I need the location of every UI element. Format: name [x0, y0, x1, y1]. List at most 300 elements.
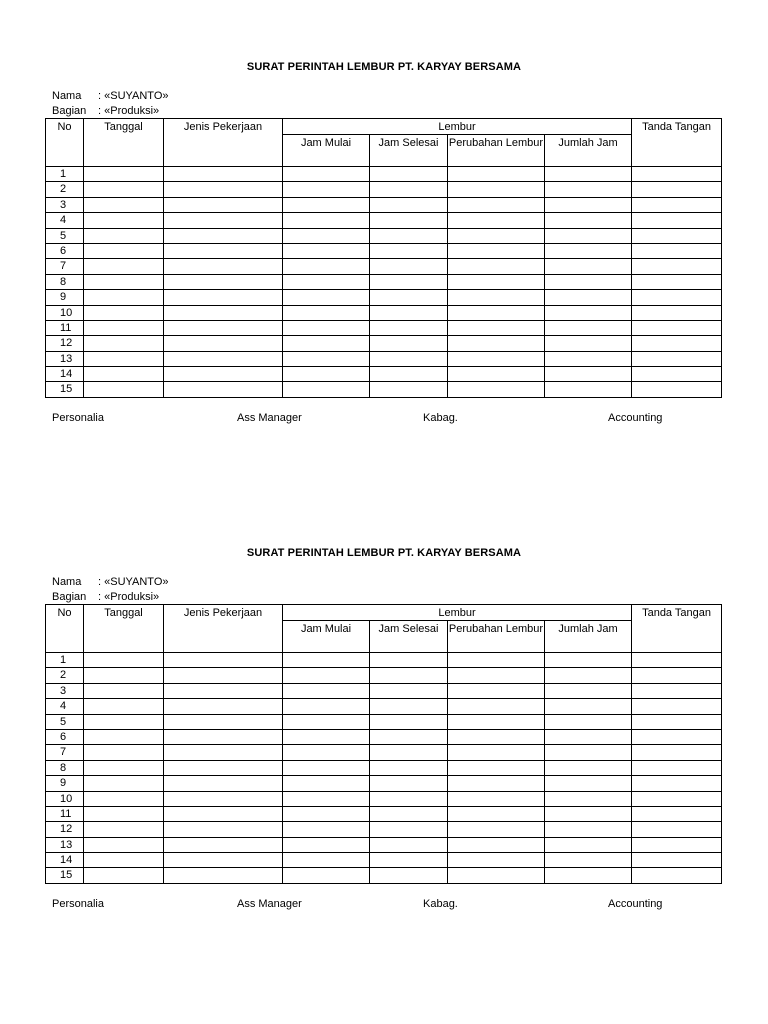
cell-perubahan-lembur — [448, 182, 545, 197]
cell-jumlah-jam — [545, 320, 632, 335]
header-tanggal: Tanggal — [84, 605, 164, 653]
cell-tanda-tangan — [632, 683, 722, 698]
cell-jam-selesai — [370, 668, 448, 683]
row-number: 14 — [46, 367, 84, 382]
cell-tanda-tangan — [632, 699, 722, 714]
cell-jenis-pekerjaan — [164, 367, 283, 382]
cell-tanda-tangan — [632, 837, 722, 852]
cell-jam-selesai — [370, 837, 448, 852]
bagian-label: Bagian — [52, 591, 87, 603]
cell-jenis-pekerjaan — [164, 776, 283, 791]
cell-jam-mulai — [283, 714, 370, 729]
cell-perubahan-lembur — [448, 791, 545, 806]
cell-jumlah-jam — [545, 653, 632, 668]
cell-jumlah-jam — [545, 197, 632, 212]
cell-tanda-tangan — [632, 760, 722, 775]
cell-jumlah-jam — [545, 367, 632, 382]
cell-jenis-pekerjaan — [164, 837, 283, 852]
table-row — [46, 290, 722, 305]
cell-jumlah-jam — [545, 714, 632, 729]
cell-jam-selesai — [370, 167, 448, 182]
cell-jam-mulai — [283, 853, 370, 868]
cell-perubahan-lembur — [448, 776, 545, 791]
nama-value: : «SUYANTO» — [98, 576, 169, 588]
table-row — [46, 228, 722, 243]
cell-jenis-pekerjaan — [164, 382, 283, 397]
cell-jumlah-jam — [545, 274, 632, 289]
cell-tanda-tangan — [632, 167, 722, 182]
cell-perubahan-lembur — [448, 699, 545, 714]
cell-jenis-pekerjaan — [164, 853, 283, 868]
table-row — [46, 320, 722, 335]
cell-jenis-pekerjaan — [164, 745, 283, 760]
cell-jenis-pekerjaan — [164, 668, 283, 683]
cell-tanda-tangan — [632, 729, 722, 744]
cell-jam-selesai — [370, 182, 448, 197]
signature-kabag: Kabag. — [423, 898, 458, 910]
cell-jam-mulai — [283, 791, 370, 806]
cell-jenis-pekerjaan — [164, 729, 283, 744]
cell-perubahan-lembur — [448, 305, 545, 320]
cell-jam-selesai — [370, 806, 448, 821]
table-row — [46, 837, 722, 852]
cell-tanggal — [84, 167, 164, 182]
cell-jumlah-jam — [545, 837, 632, 852]
row-number: 7 — [46, 259, 84, 274]
table-row — [46, 806, 722, 821]
cell-jenis-pekerjaan — [164, 274, 283, 289]
cell-jumlah-jam — [545, 745, 632, 760]
cell-tanda-tangan — [632, 182, 722, 197]
cell-jam-mulai — [283, 213, 370, 228]
header-tanda-tangan: Tanda Tangan — [632, 119, 722, 167]
header-perubahan-lembur: Perubahan Lembur — [448, 621, 545, 653]
cell-jam-mulai — [283, 760, 370, 775]
cell-perubahan-lembur — [448, 320, 545, 335]
row-number: 1 — [46, 653, 84, 668]
cell-perubahan-lembur — [448, 653, 545, 668]
table-row — [46, 745, 722, 760]
cell-tanda-tangan — [632, 197, 722, 212]
cell-jumlah-jam — [545, 822, 632, 837]
row-number: 13 — [46, 837, 84, 852]
cell-tanggal — [84, 213, 164, 228]
row-number: 3 — [46, 683, 84, 698]
cell-tanda-tangan — [632, 382, 722, 397]
cell-perubahan-lembur — [448, 853, 545, 868]
cell-perubahan-lembur — [448, 290, 545, 305]
cell-jam-mulai — [283, 305, 370, 320]
cell-jumlah-jam — [545, 213, 632, 228]
cell-tanggal — [84, 868, 164, 883]
table-row — [46, 683, 722, 698]
cell-jumlah-jam — [545, 382, 632, 397]
header-lembur: Lembur — [283, 119, 632, 135]
cell-jenis-pekerjaan — [164, 791, 283, 806]
cell-jam-selesai — [370, 305, 448, 320]
cell-jumlah-jam — [545, 683, 632, 698]
form-title: SURAT PERINTAH LEMBUR PT. KARYAY BERSAMA — [246, 547, 522, 559]
table-row — [46, 668, 722, 683]
cell-tanda-tangan — [632, 367, 722, 382]
cell-tanggal — [84, 653, 164, 668]
table-row — [46, 274, 722, 289]
cell-jenis-pekerjaan — [164, 259, 283, 274]
cell-tanggal — [84, 182, 164, 197]
cell-jam-selesai — [370, 745, 448, 760]
cell-jenis-pekerjaan — [164, 683, 283, 698]
row-number: 1 — [46, 167, 84, 182]
cell-jenis-pekerjaan — [164, 653, 283, 668]
cell-tanda-tangan — [632, 290, 722, 305]
cell-jumlah-jam — [545, 760, 632, 775]
cell-perubahan-lembur — [448, 274, 545, 289]
cell-jenis-pekerjaan — [164, 320, 283, 335]
cell-perubahan-lembur — [448, 382, 545, 397]
cell-jenis-pekerjaan — [164, 167, 283, 182]
cell-jam-mulai — [283, 259, 370, 274]
cell-tanggal — [84, 243, 164, 258]
bagian-line — [52, 590, 159, 604]
cell-jumlah-jam — [545, 336, 632, 351]
header-jenis-pekerjaan: Jenis Pekerjaan — [164, 119, 283, 167]
row-number: 2 — [46, 182, 84, 197]
row-number: 5 — [46, 228, 84, 243]
cell-tanda-tangan — [632, 714, 722, 729]
cell-jam-mulai — [283, 745, 370, 760]
cell-tanda-tangan — [632, 806, 722, 821]
cell-perubahan-lembur — [448, 167, 545, 182]
cell-jenis-pekerjaan — [164, 351, 283, 366]
cell-jam-selesai — [370, 683, 448, 698]
table-row — [46, 729, 722, 744]
cell-jumlah-jam — [545, 853, 632, 868]
cell-tanda-tangan — [632, 653, 722, 668]
table-row — [46, 382, 722, 397]
cell-jam-selesai — [370, 791, 448, 806]
cell-jam-mulai — [283, 683, 370, 698]
header-jam-selesai: Jam Selesai — [370, 135, 448, 167]
cell-tanggal — [84, 336, 164, 351]
row-number: 9 — [46, 776, 84, 791]
cell-perubahan-lembur — [448, 228, 545, 243]
cell-jam-selesai — [370, 228, 448, 243]
cell-jenis-pekerjaan — [164, 336, 283, 351]
cell-jumlah-jam — [545, 290, 632, 305]
cell-jenis-pekerjaan — [164, 305, 283, 320]
cell-perubahan-lembur — [448, 243, 545, 258]
cell-tanggal — [84, 822, 164, 837]
table-row — [46, 167, 722, 182]
cell-jumlah-jam — [545, 351, 632, 366]
header-jam-selesai: Jam Selesai — [370, 621, 448, 653]
cell-jumlah-jam — [545, 228, 632, 243]
table-row — [46, 367, 722, 382]
cell-tanda-tangan — [632, 228, 722, 243]
cell-perubahan-lembur — [448, 259, 545, 274]
row-number: 9 — [46, 290, 84, 305]
cell-tanggal — [84, 382, 164, 397]
row-number: 2 — [46, 668, 84, 683]
cell-tanda-tangan — [632, 745, 722, 760]
cell-tanda-tangan — [632, 320, 722, 335]
cell-tanda-tangan — [632, 213, 722, 228]
bagian-label: Bagian — [52, 105, 87, 117]
cell-perubahan-lembur — [448, 336, 545, 351]
cell-jumlah-jam — [545, 699, 632, 714]
nama-line — [52, 89, 169, 103]
cell-jumlah-jam — [545, 668, 632, 683]
table-row — [46, 182, 722, 197]
cell-perubahan-lembur — [448, 197, 545, 212]
cell-jam-selesai — [370, 197, 448, 212]
cell-jenis-pekerjaan — [164, 806, 283, 821]
cell-jam-selesai — [370, 760, 448, 775]
cell-jumlah-jam — [545, 259, 632, 274]
cell-jam-selesai — [370, 336, 448, 351]
cell-tanda-tangan — [632, 259, 722, 274]
cell-jam-selesai — [370, 290, 448, 305]
cell-jam-selesai — [370, 243, 448, 258]
cell-jam-selesai — [370, 868, 448, 883]
overtime-table — [45, 604, 722, 884]
cell-jumlah-jam — [545, 868, 632, 883]
cell-jam-mulai — [283, 837, 370, 852]
cell-tanda-tangan — [632, 351, 722, 366]
cell-tanggal — [84, 367, 164, 382]
form-title: SURAT PERINTAH LEMBUR PT. KARYAY BERSAMA — [246, 61, 522, 73]
table-body — [46, 167, 722, 398]
table-row — [46, 714, 722, 729]
row-number: 3 — [46, 197, 84, 212]
nama-label: Nama — [52, 90, 82, 102]
row-number: 6 — [46, 243, 84, 258]
table-row — [46, 791, 722, 806]
table-row — [46, 699, 722, 714]
cell-tanda-tangan — [632, 868, 722, 883]
cell-tanda-tangan — [632, 336, 722, 351]
signature-personalia: Personalia — [52, 412, 104, 424]
cell-tanggal — [84, 699, 164, 714]
cell-jenis-pekerjaan — [164, 243, 283, 258]
cell-jam-selesai — [370, 259, 448, 274]
row-number: 8 — [46, 274, 84, 289]
cell-jenis-pekerjaan — [164, 714, 283, 729]
cell-jumlah-jam — [545, 182, 632, 197]
cell-jam-selesai — [370, 653, 448, 668]
cell-jam-mulai — [283, 243, 370, 258]
cell-perubahan-lembur — [448, 868, 545, 883]
cell-tanggal — [84, 668, 164, 683]
cell-perubahan-lembur — [448, 367, 545, 382]
row-number: 15 — [46, 382, 84, 397]
header-lembur: Lembur — [283, 605, 632, 621]
cell-jam-mulai — [283, 228, 370, 243]
cell-jenis-pekerjaan — [164, 290, 283, 305]
cell-jam-mulai — [283, 699, 370, 714]
bagian-line — [52, 104, 159, 118]
bagian-value: : «Produksi» — [98, 591, 160, 603]
cell-jenis-pekerjaan — [164, 182, 283, 197]
cell-tanggal — [84, 683, 164, 698]
cell-jam-selesai — [370, 729, 448, 744]
table-row — [46, 653, 722, 668]
cell-perubahan-lembur — [448, 729, 545, 744]
cell-jam-mulai — [283, 653, 370, 668]
cell-jam-selesai — [370, 714, 448, 729]
header-jumlah-jam: Jumlah Jam — [545, 621, 632, 653]
cell-jenis-pekerjaan — [164, 197, 283, 212]
signature-accounting: Accounting — [608, 412, 663, 424]
cell-tanggal — [84, 729, 164, 744]
cell-jam-mulai — [283, 806, 370, 821]
cell-perubahan-lembur — [448, 213, 545, 228]
table-row — [46, 243, 722, 258]
signature-kabag: Kabag. — [423, 412, 458, 424]
cell-tanggal — [84, 745, 164, 760]
cell-tanda-tangan — [632, 791, 722, 806]
cell-tanggal — [84, 320, 164, 335]
cell-jenis-pekerjaan — [164, 868, 283, 883]
cell-jumlah-jam — [545, 305, 632, 320]
cell-tanggal — [84, 274, 164, 289]
header-no: No — [46, 605, 84, 653]
header-no: No — [46, 119, 84, 167]
cell-jam-selesai — [370, 382, 448, 397]
signature-ass-manager: Ass Manager — [237, 412, 302, 424]
cell-tanda-tangan — [632, 305, 722, 320]
cell-tanggal — [84, 351, 164, 366]
row-number: 4 — [46, 699, 84, 714]
nama-label: Nama — [52, 576, 82, 588]
header-jumlah-jam: Jumlah Jam — [545, 135, 632, 167]
table-body — [46, 653, 722, 884]
header-tanda-tangan: Tanda Tangan — [632, 605, 722, 653]
cell-jam-selesai — [370, 320, 448, 335]
cell-tanda-tangan — [632, 274, 722, 289]
cell-jumlah-jam — [545, 776, 632, 791]
cell-jam-mulai — [283, 351, 370, 366]
nama-line — [52, 575, 169, 589]
cell-tanggal — [84, 760, 164, 775]
header-jam-mulai: Jam Mulai — [283, 621, 370, 653]
table-row — [46, 868, 722, 883]
table-row — [46, 336, 722, 351]
cell-jam-mulai — [283, 382, 370, 397]
row-number: 5 — [46, 714, 84, 729]
table-row — [46, 776, 722, 791]
cell-perubahan-lembur — [448, 760, 545, 775]
row-number: 12 — [46, 822, 84, 837]
table-row — [46, 760, 722, 775]
cell-jam-selesai — [370, 853, 448, 868]
signature-ass-manager: Ass Manager — [237, 898, 302, 910]
cell-tanda-tangan — [632, 822, 722, 837]
cell-jam-mulai — [283, 167, 370, 182]
cell-jam-mulai — [283, 868, 370, 883]
table-row — [46, 197, 722, 212]
row-number: 6 — [46, 729, 84, 744]
cell-jam-mulai — [283, 367, 370, 382]
header-perubahan-lembur: Perubahan Lembur — [448, 135, 545, 167]
cell-jumlah-jam — [545, 243, 632, 258]
row-number: 11 — [46, 320, 84, 335]
cell-perubahan-lembur — [448, 668, 545, 683]
cell-tanggal — [84, 259, 164, 274]
cell-tanggal — [84, 791, 164, 806]
signature-accounting: Accounting — [608, 898, 663, 910]
cell-jam-selesai — [370, 351, 448, 366]
row-number: 10 — [46, 305, 84, 320]
cell-jenis-pekerjaan — [164, 228, 283, 243]
cell-jenis-pekerjaan — [164, 822, 283, 837]
cell-perubahan-lembur — [448, 351, 545, 366]
row-number: 10 — [46, 791, 84, 806]
cell-jam-mulai — [283, 729, 370, 744]
cell-jenis-pekerjaan — [164, 213, 283, 228]
cell-jam-selesai — [370, 699, 448, 714]
cell-perubahan-lembur — [448, 745, 545, 760]
cell-tanggal — [84, 806, 164, 821]
cell-jumlah-jam — [545, 806, 632, 821]
header-jenis-pekerjaan: Jenis Pekerjaan — [164, 605, 283, 653]
cell-jam-mulai — [283, 822, 370, 837]
row-number: 14 — [46, 853, 84, 868]
row-number: 4 — [46, 213, 84, 228]
cell-jenis-pekerjaan — [164, 760, 283, 775]
row-number: 8 — [46, 760, 84, 775]
cell-jam-mulai — [283, 197, 370, 212]
table-row — [46, 213, 722, 228]
cell-perubahan-lembur — [448, 806, 545, 821]
cell-tanggal — [84, 305, 164, 320]
cell-jenis-pekerjaan — [164, 699, 283, 714]
cell-tanggal — [84, 853, 164, 868]
cell-perubahan-lembur — [448, 837, 545, 852]
cell-jam-mulai — [283, 336, 370, 351]
table-row — [46, 259, 722, 274]
nama-value: : «SUYANTO» — [98, 90, 169, 102]
row-number: 7 — [46, 745, 84, 760]
cell-jam-selesai — [370, 213, 448, 228]
table-row — [46, 305, 722, 320]
table-row — [46, 822, 722, 837]
cell-jam-selesai — [370, 822, 448, 837]
cell-jam-mulai — [283, 290, 370, 305]
cell-jam-selesai — [370, 274, 448, 289]
cell-jam-mulai — [283, 668, 370, 683]
overtime-table — [45, 118, 722, 398]
cell-jam-mulai — [283, 776, 370, 791]
cell-jam-mulai — [283, 182, 370, 197]
cell-tanggal — [84, 290, 164, 305]
signature-personalia: Personalia — [52, 898, 104, 910]
cell-tanggal — [84, 228, 164, 243]
cell-jumlah-jam — [545, 791, 632, 806]
cell-jam-mulai — [283, 274, 370, 289]
table-row — [46, 853, 722, 868]
cell-tanggal — [84, 837, 164, 852]
cell-perubahan-lembur — [448, 822, 545, 837]
cell-jumlah-jam — [545, 729, 632, 744]
cell-tanda-tangan — [632, 668, 722, 683]
bagian-value: : «Produksi» — [98, 105, 160, 117]
cell-jam-selesai — [370, 367, 448, 382]
cell-tanda-tangan — [632, 243, 722, 258]
header-tanggal: Tanggal — [84, 119, 164, 167]
cell-tanggal — [84, 197, 164, 212]
cell-tanggal — [84, 714, 164, 729]
